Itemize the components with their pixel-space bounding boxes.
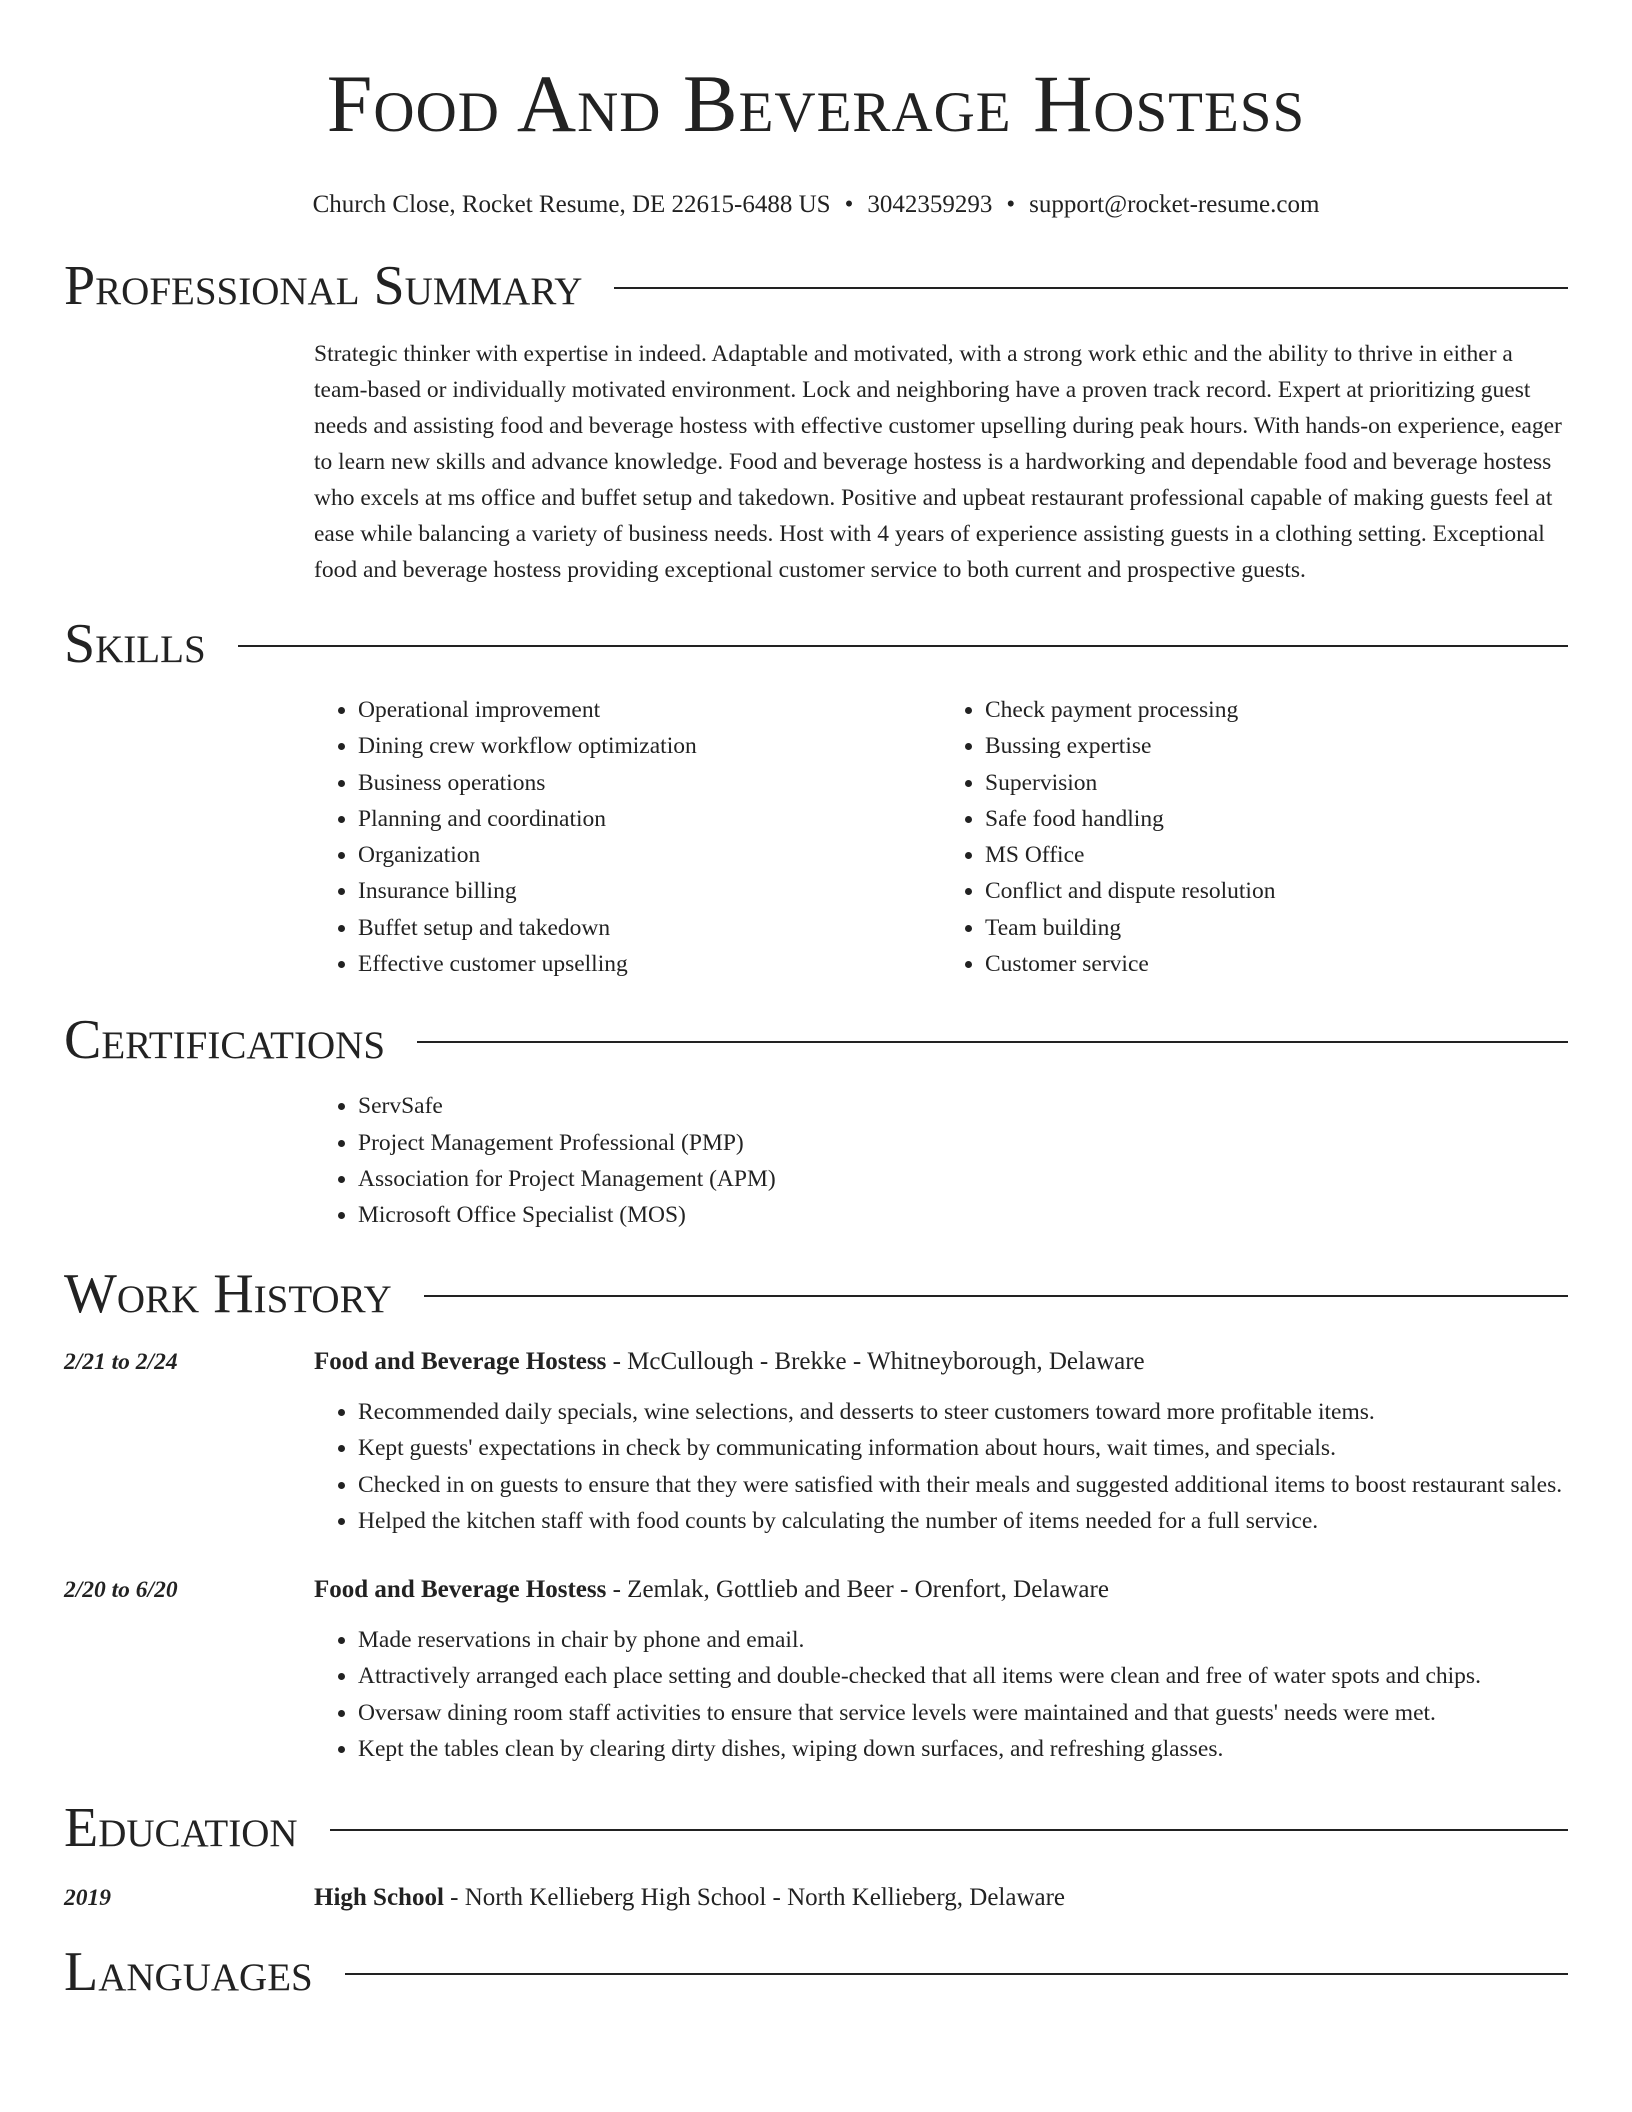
skill-item: • Team building	[985, 910, 1568, 946]
phone: 3042359293	[867, 191, 993, 218]
skill-item: • MS Office	[985, 837, 1568, 873]
skill-item: • Business operations	[358, 765, 941, 801]
education-degree: High School	[314, 1883, 444, 1911]
skill-item: • Insurance billing	[358, 873, 941, 909]
job-role: Food and Beverage Hostess	[314, 1347, 607, 1375]
section-title: Education	[64, 1796, 298, 1859]
section-header	[64, 1940, 1568, 2004]
candidate-name: Food And Beverage Hostess	[326, 58, 1306, 149]
section-title: Skills	[64, 613, 206, 675]
job-header	[64, 1572, 1568, 1608]
languages-section	[64, 1940, 1568, 2004]
certifications-body	[314, 1088, 1568, 1233]
skill-item: • Planning and coordination	[358, 801, 941, 837]
section-divider	[614, 287, 1568, 289]
job-role: Food and Beverage Hostess	[314, 1575, 607, 1603]
address: Church Close, Rocket Resume, DE 22615-6488 US	[312, 191, 831, 218]
skill-item: • Effective customer upselling	[358, 946, 941, 982]
skills-grid	[314, 692, 1568, 982]
email: support@rocket-resume.com	[1029, 191, 1320, 218]
certifications-list	[314, 1088, 1568, 1233]
section-title: Languages	[64, 1940, 313, 2003]
job-bullet: • Oversaw dining room staff activities to ensure that service levels were maintained and that guests' needs were met.	[358, 1695, 1568, 1732]
job-employer: - Zemlak, Gottlieb and Beer - Orenfort, Delaware	[606, 1575, 1109, 1603]
section-header	[64, 1262, 1568, 1326]
job-bullet: • Made reservations in chair by phone and email.	[358, 1622, 1568, 1659]
section-header	[64, 1796, 1568, 1860]
section-divider	[417, 1041, 1568, 1043]
skill-item: • Supervision	[985, 765, 1568, 801]
skill-item: • Dining crew workflow optimization	[358, 728, 941, 764]
education-year: 2019	[64, 1884, 111, 1911]
skills-left-list	[314, 692, 941, 982]
certification-item: • ServSafe	[358, 1088, 1568, 1124]
skill-item: • Operational improvement	[358, 692, 941, 728]
summary-text: Strategic thinker with expertise in indeed. Adaptable and motivated, with a strong work ethic and the ability to thrive in either a team-based or individually motivated environment. Lock and neighboring have a proven track record. Expert at prioritizing guest needs and assisting food and beverage hostess with effective customer upselling during peak hours. With hands-on experience, eager to learn new skills and advance knowledge. Food and beverage hostess is a hardworking and dependable food and beverage hostess who excels at ms office and buffet setup and takedown. Positive and upbeat restaurant professional capable of making guests feel at ease while balancing a variety of business needs. Host with 4 years of experience assisting guests in a clothing setting. Exceptional food and beverage hostess providing exceptional customer service to both current and prospective guests.	[314, 341, 1562, 583]
job-dates: 2/20 to 6/20	[64, 1576, 178, 1603]
summary-section	[64, 254, 1568, 588]
skill-item: • Organization	[358, 837, 941, 873]
job-title-line	[314, 1344, 1145, 1380]
certifications-section	[64, 1008, 1568, 1233]
work-history-section	[64, 1262, 1568, 1768]
job-bullets	[314, 1394, 1568, 1540]
skill-item: • Check payment processing	[985, 692, 1568, 728]
certification-item: • Project Management Professional (PMP)	[358, 1125, 1568, 1161]
contact-line	[64, 190, 1568, 220]
section-divider	[345, 1973, 1568, 1975]
job-entry	[64, 1572, 1568, 1768]
skills-section	[64, 612, 1568, 982]
skill-item: • Conflict and dispute resolution	[985, 873, 1568, 909]
job-title-line	[314, 1572, 1109, 1608]
job-bullet: • Kept guests' expectations in check by communicating information about hours, wait times, and specials.	[358, 1430, 1568, 1467]
skill-item: • Buffet setup and takedown	[358, 910, 941, 946]
certification-item: • Association for Project Management (APM)	[358, 1161, 1568, 1197]
education-school: - North Kellieberg High School - North Kellieberg, Delaware	[443, 1883, 1066, 1911]
job-bullet: • Recommended daily specials, wine selections, and desserts to steer customers toward more profitable items.	[358, 1394, 1568, 1431]
job-header	[64, 1344, 1568, 1380]
section-divider	[238, 645, 1568, 647]
skill-item: • Customer service	[985, 946, 1568, 982]
separator-dot: •	[1006, 191, 1016, 218]
section-title: Professional Summary	[64, 255, 583, 317]
job-bullet: • Kept the tables clean by clearing dirty dishes, wiping down surfaces, and refreshing glasses.	[358, 1731, 1568, 1768]
section-header	[64, 612, 1568, 676]
education-line	[314, 1880, 1065, 1916]
job-entry	[64, 1344, 1568, 1540]
job-dates: 2/21 to 2/24	[64, 1348, 178, 1375]
education-entry	[64, 1880, 1568, 1916]
job-bullet: • Helped the kitchen staff with food counts by calculating the number of items needed for a full service.	[358, 1503, 1568, 1540]
skill-item: • Safe food handling	[985, 801, 1568, 837]
skills-right-list	[941, 692, 1568, 982]
section-title: Work History	[64, 1262, 392, 1325]
section-title: Certifications	[64, 1009, 386, 1072]
separator-dot: •	[844, 191, 854, 218]
job-bullet: • Checked in on guests to ensure that they were satisfied with their meals and suggested additional items to boost restaurant sales.	[358, 1467, 1568, 1504]
section-divider	[330, 1829, 1568, 1831]
skill-item: • Bussing expertise	[985, 728, 1568, 764]
section-header	[64, 254, 1568, 318]
job-bullet: • Attractively arranged each place setting and double-checked that all items were clean and free of water spots and chips.	[358, 1658, 1568, 1695]
section-header	[64, 1008, 1568, 1072]
job-employer: - McCullough - Brekke - Whitneyborough, Delaware	[606, 1347, 1145, 1375]
education-section	[64, 1796, 1568, 1916]
job-bullets	[314, 1622, 1568, 1768]
section-divider	[424, 1295, 1568, 1297]
certification-item: • Microsoft Office Specialist (MOS)	[358, 1197, 1568, 1233]
